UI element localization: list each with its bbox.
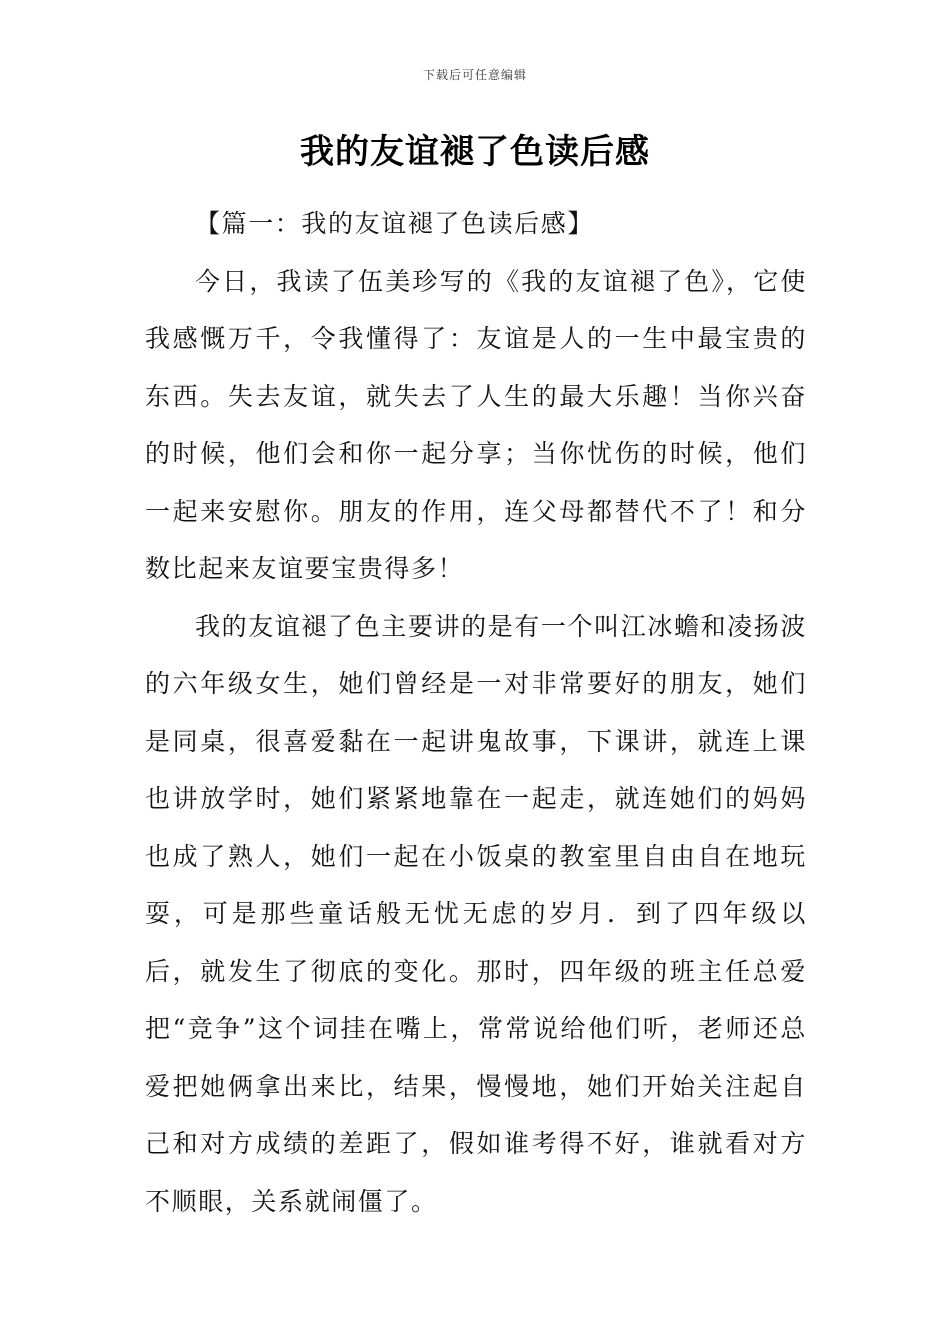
section-heading: 【篇一：我的友谊褪了色读后感】: [195, 209, 595, 238]
header-note: 下载后可任意编辑: [422, 68, 527, 82]
document-body: [145, 195, 807, 1230]
body-paragraph: 我的友谊褪了色主要讲的是有一个叫江冰蟾和凌扬波的六年级女生，她们曾经是一对非常要好的朋友，她们是同桌，很喜爱黏在一起讲鬼故事，下课讲，就连上课也讲放学时，她们紧紧地靠在一起走，就连她们的妈妈也成了熟人，她们一起在小饭桌的教室里自由自在地玩耍，可是那些童话般无忧无虑的岁月．到了四年级以后，就发生了彻底的变化。那时，四年级的班主任总爱把“竞争”这个词挂在嘴上，常常说给他们听，老师还总爱把她俩拿出来比，结果，慢慢地，她们开始关注起自己和对方成绩的差距了，假如谁考得不好，谁就看对方不顺眼，关系就闹僵了。: [145, 611, 807, 1216]
body-paragraph: 今日，我读了伍美珍写的《我的友谊褪了色》，它使我感慨万千，令我懂得了：友谊是人的一生中最宝贵的东西。失去友谊，就失去了人生的最大乐趣！当你兴奋的时候，他们会和你一起分享；当你忧伤的时候，他们一起来安慰你。朋友的作用，连父母都替代不了！和分数比起来友谊要宝贵得多！: [145, 266, 807, 583]
document-title: 我的友谊褪了色读后感: [300, 132, 650, 172]
